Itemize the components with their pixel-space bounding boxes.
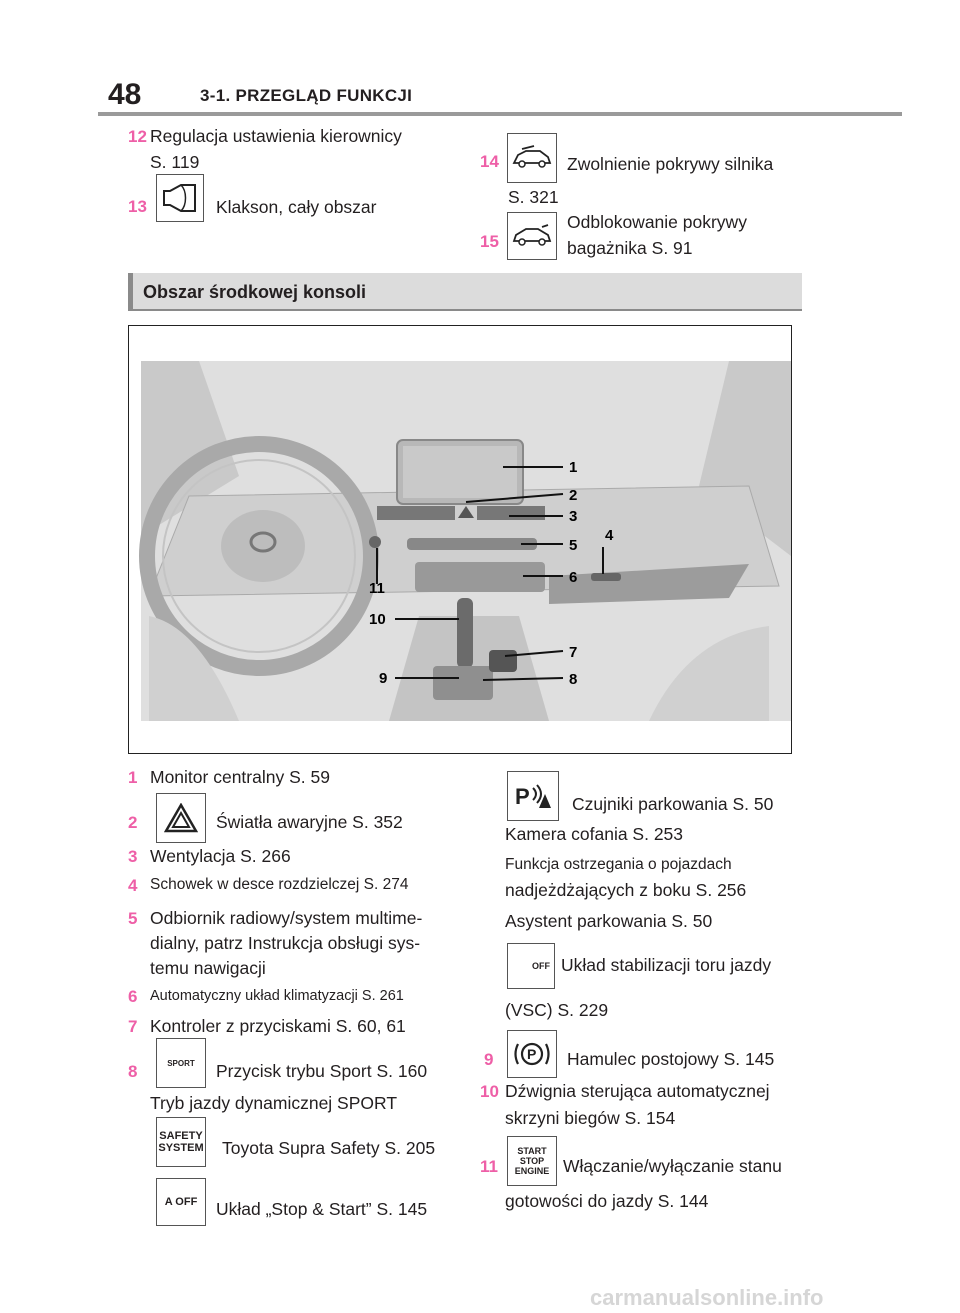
item-text: Zwolnienie pokrywy silnika xyxy=(567,154,774,174)
start-stop-icon xyxy=(507,1136,557,1186)
item-text: S. 119 xyxy=(150,152,200,172)
hood-release-icon xyxy=(507,133,557,183)
item-text: Schowek w desce rozdzielczej S. 274 xyxy=(150,876,409,893)
section-heading: 3-1. PRZEGLĄD FUNKCJI xyxy=(200,86,413,105)
item-number: 10 xyxy=(480,1082,499,1101)
watermark: carmanualsonline.info xyxy=(590,1285,824,1310)
item-text: Czujniki parkowania S. 50 xyxy=(572,794,774,814)
item-number: 3 xyxy=(128,847,138,866)
item-text: Światła awaryjne S. 352 xyxy=(216,812,403,832)
stop-icon-text: STOP xyxy=(519,1156,545,1166)
parking-sensor-icon xyxy=(507,771,559,821)
item-text: Wentylacja S. 266 xyxy=(150,846,291,866)
trunk-release-icon xyxy=(507,212,557,260)
item-text: Hamulec postojowy S. 145 xyxy=(567,1049,775,1069)
item-number: 13 xyxy=(128,197,147,216)
item-text: Dźwignia sterująca automatycznej xyxy=(505,1081,770,1101)
item-text: Asystent parkowania S. 50 xyxy=(505,911,713,931)
item-number: 11 xyxy=(480,1157,498,1176)
parking-brake-icon xyxy=(507,1030,557,1078)
console-figure xyxy=(128,325,792,754)
item-number: 15 xyxy=(480,232,499,251)
item-text: Kamera cofania S. 253 xyxy=(505,824,684,844)
item-text: Kontroler z przyciskami S. 60, 61 xyxy=(150,1016,406,1036)
item-text: Odbiornik radiowy/system multime- xyxy=(150,908,423,928)
callout-6: 6 xyxy=(569,569,578,586)
callout-8: 8 xyxy=(569,671,578,688)
item-text: (VSC) S. 229 xyxy=(505,1000,609,1020)
safety-icon-text: SYSTEM xyxy=(158,1142,204,1154)
svg-text:P: P xyxy=(515,784,530,809)
item-text: skrzyni biegów S. 154 xyxy=(505,1108,676,1128)
item-number: 12 xyxy=(128,127,147,146)
item-text: Przycisk trybu Sport S. 160 xyxy=(216,1061,428,1081)
item-text: Układ stabilizacji toru jazdy xyxy=(561,955,772,975)
safety-system-icon xyxy=(156,1117,206,1167)
callout-2: 2 xyxy=(569,487,578,504)
hazard-icon xyxy=(156,793,206,843)
engine-icon-text: ENGINE xyxy=(514,1166,550,1176)
item-text: Regulacja ustawienia kierownicy xyxy=(150,126,402,146)
item-number: 5 xyxy=(128,909,138,928)
callout-9: 9 xyxy=(379,670,388,687)
item-text: temu nawigacji xyxy=(150,958,266,978)
item-text: Funkcja ostrzegania o pojazdach xyxy=(505,856,732,873)
item-text: Monitor centralny S. 59 xyxy=(150,767,330,787)
item-text: gotowości do jazdy S. 144 xyxy=(505,1191,709,1211)
horn-icon xyxy=(156,174,204,222)
callout-3: 3 xyxy=(569,508,578,525)
callout-7: 7 xyxy=(569,644,578,661)
item-text: Odblokowanie pokrywy xyxy=(567,212,747,232)
callout-5: 5 xyxy=(569,537,578,554)
parking-brake-letter: P xyxy=(527,1046,537,1062)
page-number: 48 xyxy=(108,78,142,111)
item-text: Klakson, cały obszar xyxy=(216,197,377,217)
vsc-off-icon: OFF xyxy=(507,943,555,989)
auto-stop-off-icon: A OFF xyxy=(156,1178,206,1226)
item-text: Włączanie/wyłączanie stanu xyxy=(563,1156,782,1176)
item-text: Tryb jazdy dynamicznej SPORT xyxy=(150,1093,398,1113)
safety-icon-text: SAFETY xyxy=(159,1130,203,1142)
item-text: Toyota Supra Safety S. 205 xyxy=(222,1138,436,1158)
callout-11: 11 xyxy=(369,580,385,597)
item-number: 8 xyxy=(128,1062,138,1081)
item-number: 2 xyxy=(128,813,138,832)
item-text: bagażnika S. 91 xyxy=(567,238,693,258)
item-number: 4 xyxy=(128,876,138,895)
callout-10: 10 xyxy=(369,611,386,628)
item-number: 6 xyxy=(128,987,138,1006)
item-number: 14 xyxy=(480,152,499,171)
item-text: S. 321 xyxy=(508,187,559,207)
callout-1: 1 xyxy=(569,459,578,476)
item-number: 7 xyxy=(128,1017,138,1036)
callout-4: 4 xyxy=(605,527,614,544)
item-text: dialny, patrz Instrukcja obsługi sys- xyxy=(150,933,421,953)
start-icon-text: START xyxy=(517,1146,547,1156)
item-text: Automatyczny układ klimatyzacji S. 261 xyxy=(150,988,404,1004)
item-text: nadjeżdżających z boku S. 256 xyxy=(505,880,747,900)
item-number: 9 xyxy=(484,1050,494,1069)
dashboard-illustration xyxy=(129,326,791,753)
item-number: 1 xyxy=(128,768,138,787)
item-text: Układ „Stop & Start” S. 145 xyxy=(216,1199,428,1219)
section-band-title: Obszar środkowej konsoli xyxy=(143,282,367,302)
header-rule xyxy=(98,112,902,116)
sport-icon: SPORT xyxy=(156,1038,206,1088)
